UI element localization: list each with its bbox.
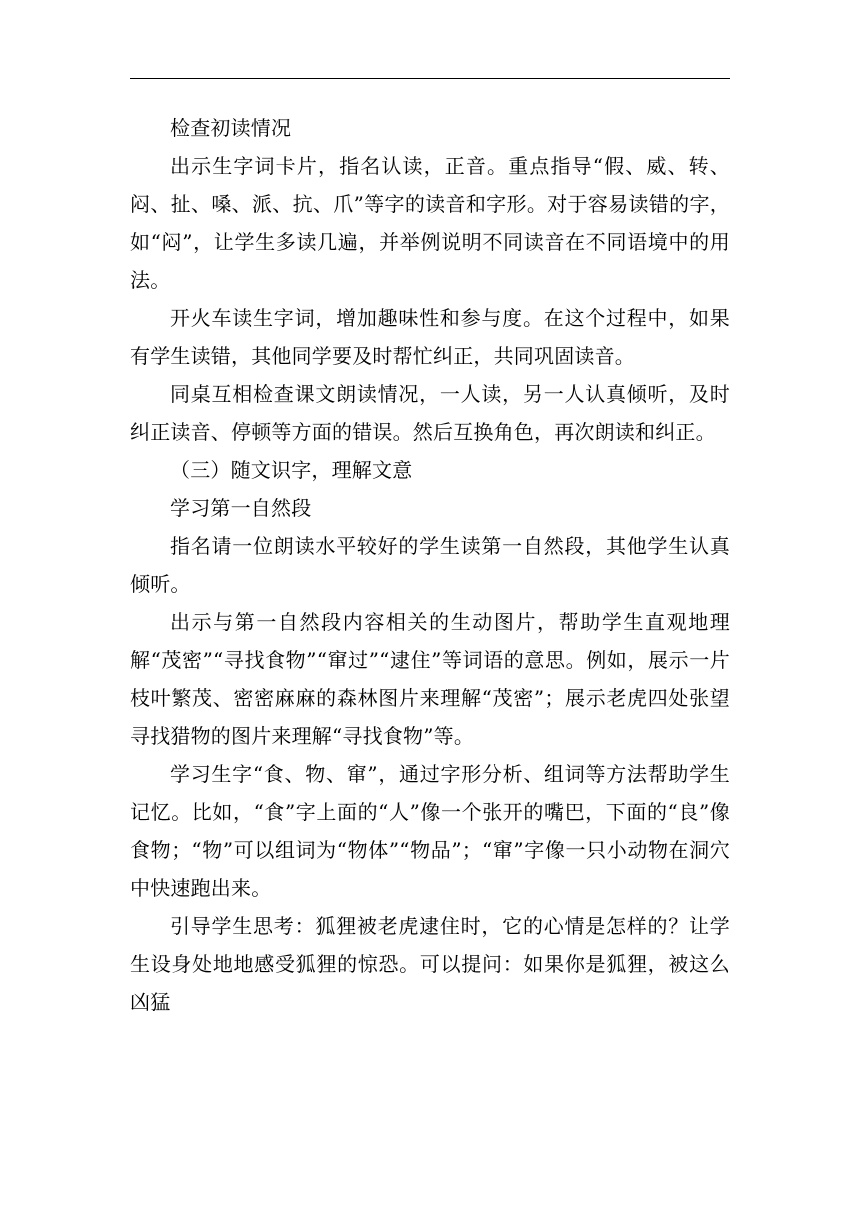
paragraph: 学习生字“食、物、窜”，通过字形分析、组词等方法帮助学生记忆。比如，“食”字上面的“人”像一个张开的嘴巴，下面的“良”像食物；“物”可以组词为“物体”“物品”；“窜”字像一只小动物在洞穴中快速跑出来。 <box>130 762 730 900</box>
paragraph: 开火车读生字词，增加趣味性和参与度。在这个过程中，如果有学生读错，其他同学要及时帮忙纠正，共同巩固读音。 <box>130 306 730 368</box>
paragraph: 指名请一位朗读水平较好的学生读第一自然段，其他学生认真倾听。 <box>130 534 730 596</box>
paragraph: 出示生字词卡片，指名认读，正音。重点指导“假、威、转、闷、扯、嗓、派、抗、爪”等字的读音和字形。对于容易读错的字，如“闷”，让学生多读几遍，并举例说明不同读音在不同语境中的用法。 <box>130 154 730 292</box>
paragraph: 出示与第一自然段内容相关的生动图片，帮助学生直观地理解“茂密”“寻找食物”“窜过”“逮住”等词语的意思。例如，展示一片枝叶繁茂、密密麻麻的森林图片来理解“茂密”；展示老虎四处张望寻找猎物的图片来理解“寻找食物”等。 <box>130 610 730 748</box>
paragraph: 引导学生思考：狐狸被老虎逮住时，它的心情是怎样的？让学生设身处地地感受狐狸的惊恐。可以提问：如果你是狐狸，被这么凶猛 <box>130 914 730 1014</box>
document-body <box>130 109 730 1021</box>
paragraph: 学习第一自然段 <box>170 496 312 520</box>
section-heading: （三）随文识字，理解文意 <box>170 458 413 482</box>
paragraph: 同桌互相检查课文朗读情况，一人读，另一人认真倾听，及时纠正读音、停顿等方面的错误。然后互换角色，再次朗读和纠正。 <box>130 382 730 444</box>
header-rule <box>130 78 730 79</box>
paragraph: 检查初读情况 <box>170 116 292 140</box>
